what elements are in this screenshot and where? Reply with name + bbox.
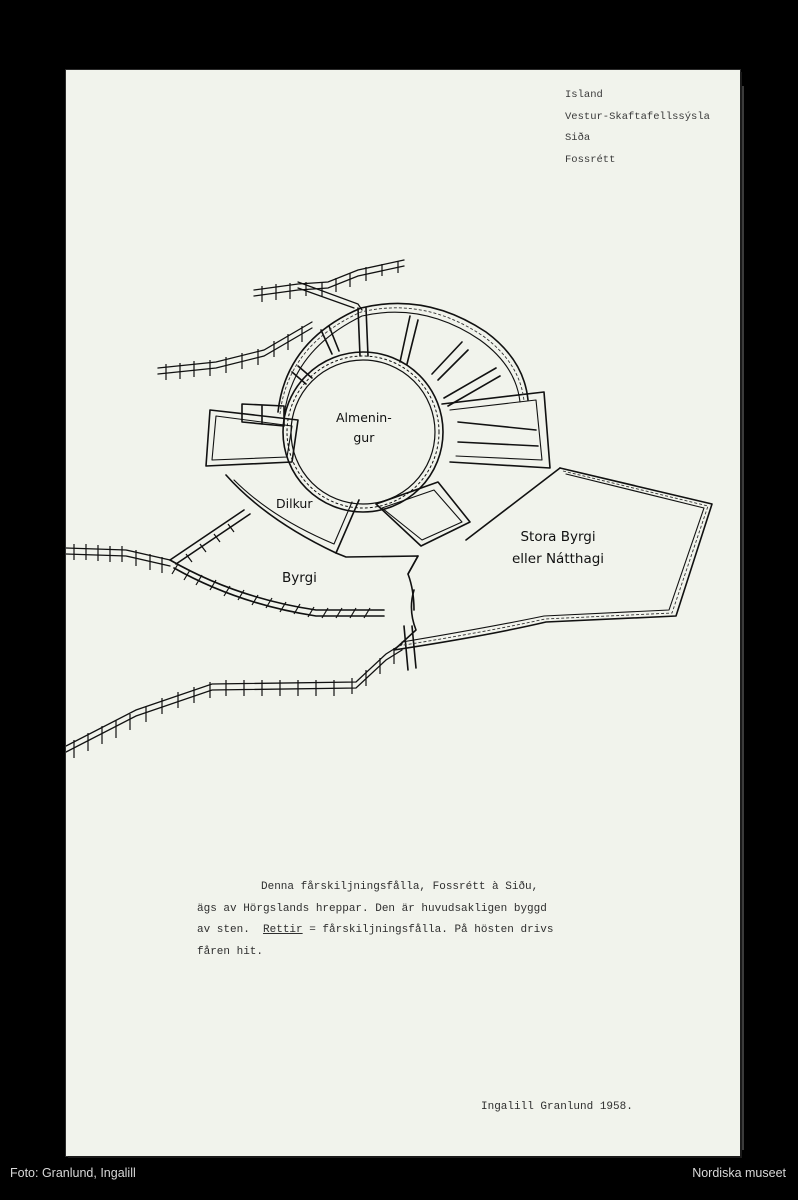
caption-line-4: fåren hit. — [197, 945, 264, 958]
dilkar-outer-wall — [278, 303, 528, 412]
label-dilkur-text: Dilkur — [276, 496, 313, 511]
label-almenningur-line2: gur — [353, 430, 375, 445]
caption-line-3 — [197, 920, 657, 942]
fence-northwest — [158, 322, 312, 368]
caption-line-1: Denna fårskiljningsfålla, Fossrétt à Siðu, — [261, 881, 539, 893]
label-almenningur — [336, 408, 392, 448]
location-county: Vestur-Skaftafellssýsla — [565, 110, 710, 123]
museum-name: Nordiska museet — [692, 1166, 786, 1180]
caption-line-2: ägs av Hörgslands hreppar. Den är huvudsakligen byggd — [197, 902, 547, 915]
archive-sheet — [66, 70, 740, 1156]
label-almenningur-line1: Almenin- — [336, 410, 392, 425]
location-parish: Siða — [565, 132, 591, 144]
dilkur-pen-wall — [226, 475, 359, 553]
photo-credit: Foto: Granlund, Ingalill — [10, 1166, 136, 1180]
sheet-edge-shadow — [740, 86, 744, 1150]
photo-footer — [0, 1162, 798, 1200]
label-stora-byrgi-line2: eller Nátthagi — [512, 551, 605, 567]
description-caption — [197, 877, 657, 963]
location-country: Island — [565, 89, 603, 101]
author-signature: Ingalill Granlund 1958. — [481, 1101, 633, 1113]
caption-line-3-end: = fårskiljningsfålla. På hösten drivs — [309, 924, 554, 936]
label-byrgi — [282, 568, 317, 588]
caption-term-rettir: Rettir — [263, 924, 303, 936]
label-stora-byrgi — [512, 526, 604, 570]
location-site: Fossrétt — [565, 153, 616, 166]
sheepfold-map-drawing — [66, 70, 740, 1156]
label-stora-byrgi-line1: Stora Byrgi — [520, 529, 596, 545]
label-dilkur — [276, 494, 313, 514]
caption-line-3-start: av sten. — [197, 924, 250, 936]
byrgi-wall — [170, 510, 244, 560]
label-byrgi-text: Byrgi — [282, 570, 317, 586]
